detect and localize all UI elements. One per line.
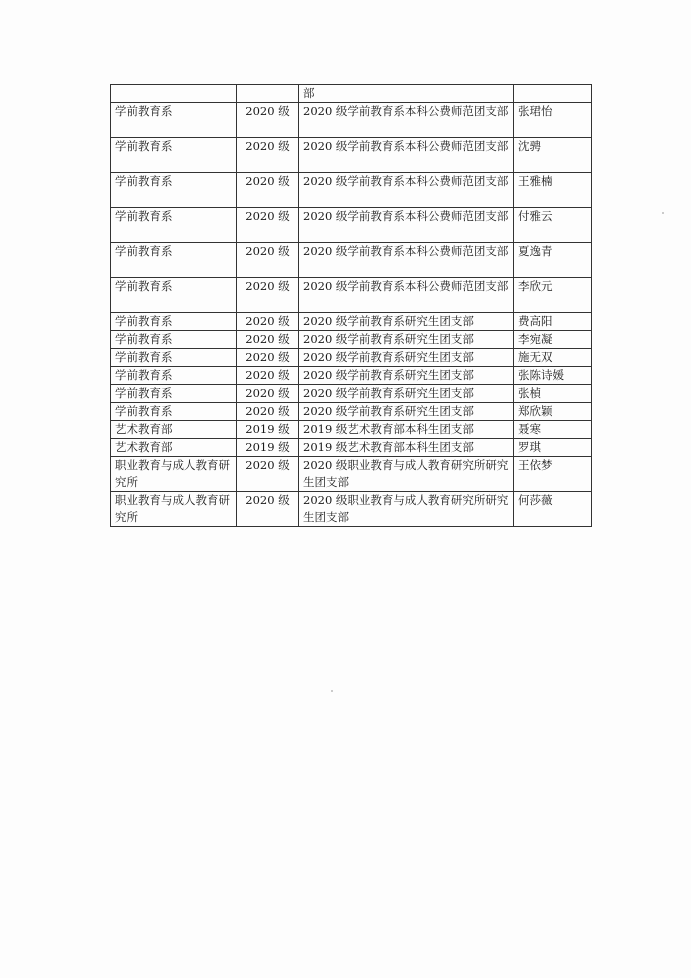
grade-cell: 2020 级 (237, 243, 299, 278)
member-name-cell: 聂寒 (514, 421, 592, 439)
league-branch-cell: 2019 级艺术教育部本科生团支部 (299, 421, 514, 439)
table-row (111, 173, 592, 208)
department-cell: 学前教育系 (111, 278, 237, 313)
member-name-cell: 李欣元 (514, 278, 592, 313)
department-cell: 学前教育系 (111, 243, 237, 278)
department-cell: 职业教育与成人教育研究所 (111, 492, 237, 527)
league-branch-cell: 2020 级学前教育系本科公费师范团支部 (299, 173, 514, 208)
grade-cell: 2020 级 (237, 367, 299, 385)
member-name-cell: 郑欣颖 (514, 403, 592, 421)
member-table (110, 84, 592, 527)
league-branch-cell: 部 (299, 85, 514, 103)
grade-cell: 2020 级 (237, 403, 299, 421)
member-name-cell: 张陈诗媛 (514, 367, 592, 385)
scan-speck (662, 212, 664, 214)
department-cell: 学前教育系 (111, 208, 237, 243)
grade-cell: 2020 级 (237, 313, 299, 331)
league-branch-cell: 2020 级学前教育系研究生团支部 (299, 349, 514, 367)
department-cell: 学前教育系 (111, 331, 237, 349)
department-cell: 职业教育与成人教育研究所 (111, 457, 237, 492)
league-branch-cell: 2020 级职业教育与成人教育研究所研究生团支部 (299, 457, 514, 492)
table-row (111, 385, 592, 403)
grade-cell: 2020 级 (237, 331, 299, 349)
member-name-cell: 张珺怡 (514, 103, 592, 138)
member-name-cell: 王雅楠 (514, 173, 592, 208)
league-branch-cell: 2019 级艺术教育部本科生团支部 (299, 439, 514, 457)
member-name-cell: 王依梦 (514, 457, 592, 492)
table-row (111, 85, 592, 103)
league-branch-cell: 2020 级学前教育系本科公费师范团支部 (299, 278, 514, 313)
department-cell: 学前教育系 (111, 367, 237, 385)
table-row (111, 243, 592, 278)
league-branch-cell: 2020 级学前教育系研究生团支部 (299, 385, 514, 403)
league-branch-cell: 2020 级职业教育与成人教育研究所研究生团支部 (299, 492, 514, 527)
league-branch-cell: 2020 级学前教育系本科公费师范团支部 (299, 208, 514, 243)
grade-cell: 2020 级 (237, 385, 299, 403)
table-row (111, 313, 592, 331)
league-branch-cell: 2020 级学前教育系本科公费师范团支部 (299, 243, 514, 278)
table-row (111, 103, 592, 138)
league-branch-cell: 2020 级学前教育系本科公费师范团支部 (299, 103, 514, 138)
table-row (111, 331, 592, 349)
member-name-cell (514, 85, 592, 103)
department-cell: 学前教育系 (111, 173, 237, 208)
table-row (111, 421, 592, 439)
grade-cell: 2020 级 (237, 173, 299, 208)
league-branch-cell: 2020 级学前教育系研究生团支部 (299, 331, 514, 349)
member-name-cell: 夏逸青 (514, 243, 592, 278)
table-row (111, 492, 592, 527)
scan-speck (331, 690, 333, 692)
department-cell: 学前教育系 (111, 103, 237, 138)
table-row (111, 439, 592, 457)
grade-cell: 2020 级 (237, 103, 299, 138)
grade-cell (237, 85, 299, 103)
grade-cell: 2020 级 (237, 278, 299, 313)
department-cell: 学前教育系 (111, 403, 237, 421)
table-row (111, 208, 592, 243)
table-row (111, 349, 592, 367)
league-branch-cell: 2020 级学前教育系研究生团支部 (299, 367, 514, 385)
league-branch-cell: 2020 级学前教育系本科公费师范团支部 (299, 138, 514, 173)
table-row (111, 367, 592, 385)
league-branch-cell: 2020 级学前教育系研究生团支部 (299, 313, 514, 331)
department-cell: 艺术教育部 (111, 421, 237, 439)
grade-cell: 2019 级 (237, 421, 299, 439)
table-row (111, 457, 592, 492)
department-cell: 艺术教育部 (111, 439, 237, 457)
member-name-cell: 沈骋 (514, 138, 592, 173)
grade-cell: 2019 级 (237, 439, 299, 457)
member-name-cell: 施无双 (514, 349, 592, 367)
department-cell: 学前教育系 (111, 138, 237, 173)
member-name-cell: 李宛凝 (514, 331, 592, 349)
grade-cell: 2020 级 (237, 208, 299, 243)
grade-cell: 2020 级 (237, 138, 299, 173)
member-name-cell: 何莎薇 (514, 492, 592, 527)
department-cell (111, 85, 237, 103)
member-name-cell: 费高阳 (514, 313, 592, 331)
grade-cell: 2020 级 (237, 349, 299, 367)
member-name-cell: 罗琪 (514, 439, 592, 457)
member-name-cell: 张楨 (514, 385, 592, 403)
table-row (111, 138, 592, 173)
grade-cell: 2020 级 (237, 492, 299, 527)
table-row (111, 403, 592, 421)
department-cell: 学前教育系 (111, 349, 237, 367)
department-cell: 学前教育系 (111, 385, 237, 403)
league-branch-cell: 2020 级学前教育系研究生团支部 (299, 403, 514, 421)
member-table-body (111, 85, 592, 527)
grade-cell: 2020 级 (237, 457, 299, 492)
department-cell: 学前教育系 (111, 313, 237, 331)
member-name-cell: 付雅云 (514, 208, 592, 243)
table-row (111, 278, 592, 313)
